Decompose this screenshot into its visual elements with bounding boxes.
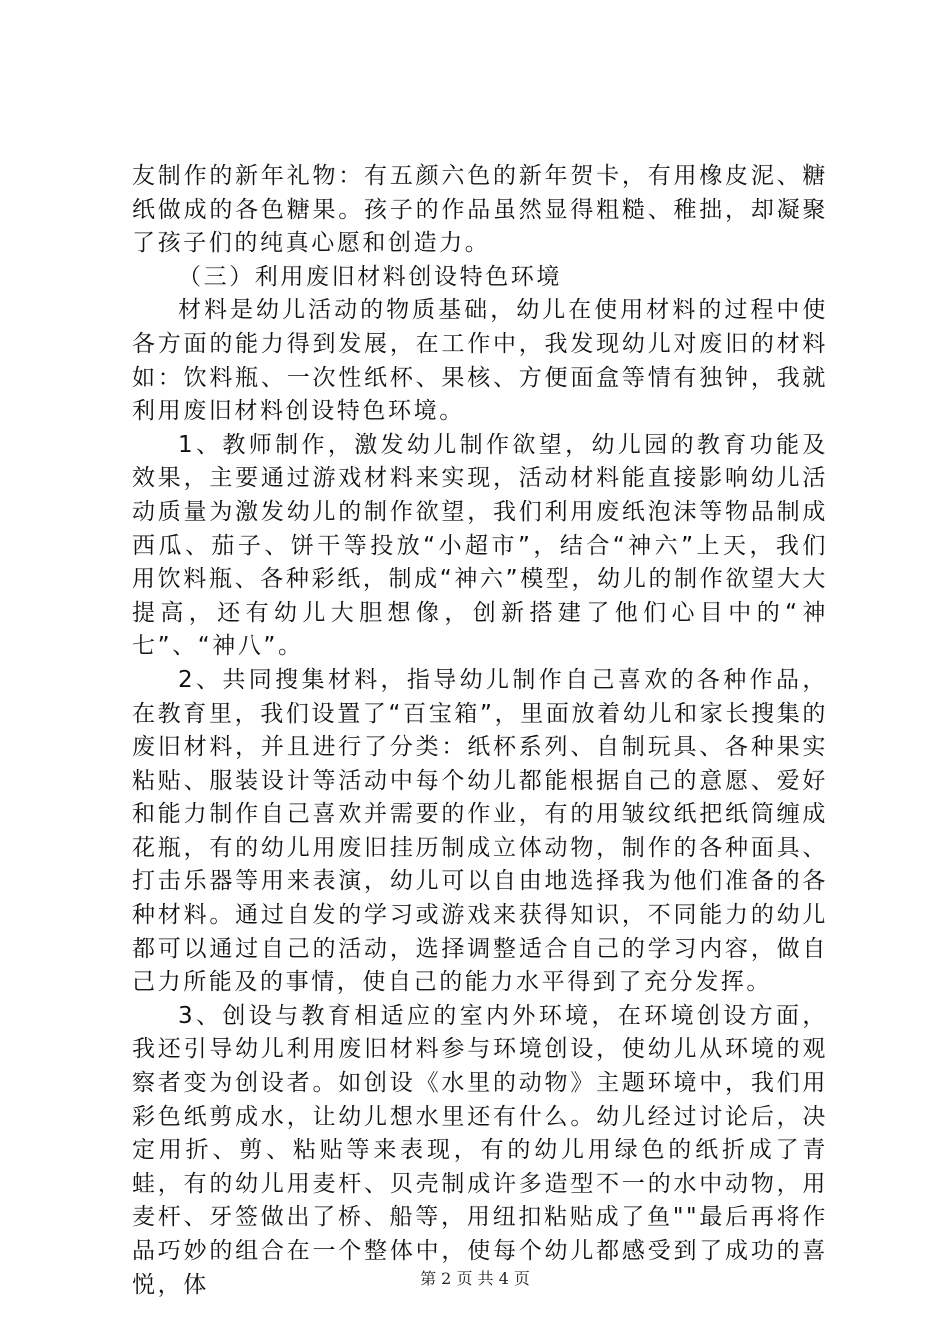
paragraph-item-3: 3、创设与教育相适应的室内外环境，在环境创设方面，我还引导幼儿利用废旧材料参与环境创设，使幼儿从环境的观察者变为创设者。如创设《水里的动物》主题环境中，我们用彩色纸剪成水，让幼儿想水里还有什么。幼儿经过讨论后，决定用折、剪、粘贴等来表现，有的幼儿用绿色的纸折成了青蛙，有的幼儿用麦杆、贝壳制成许多造型不一的水中动物，用麦杆、牙签做出了桥、船等，用纽扣粘贴成了鱼""最后再将作品巧妙的组合在一个整体中，使每个幼儿都感受到了成功的喜悦，体 xyxy=(132,1002,828,1298)
paragraph-item-2: 2、共同搜集材料，指导幼儿制作自己喜欢的各种作品，在教育里，我们设置了“百宝箱”，里面放着幼儿和家长搜集的废旧材料，并且进行了分类：纸杯系列、自制玩具、各种果实粘贴、服装设计等活动中每个幼儿都能根据自己的意愿、爱好和能力制作自己喜欢并需要的作业，有的用皱纹纸把纸筒缠成花瓶，有的幼儿用废旧挂历制成立体动物，制作的各种面具、打击乐器等用来表演，幼儿可以自由地选择我为他们准备的各种材料。通过自发的学习或游戏来获得知识，不同能力的幼儿都可以通过自己的活动，选择调整适合自己的学习内容，做自己力所能及的事情，使自己的能力水平得到了充分发挥。 xyxy=(132,666,828,996)
body-text xyxy=(132,160,828,1302)
page-footer: 第 2 页 共 4 页 xyxy=(420,1269,530,1288)
section-heading: （三）利用废旧材料创设特色环境 xyxy=(178,263,562,290)
paragraph-item-1: 1、教师制作，激发幼儿制作欲望，幼儿园的教育功能及效果，主要通过游戏材料来实现，活动材料能直接影响幼儿活动质量为激发幼儿的制作欲望，我们利用废纸泡沫等物品制成西瓜、茄子、饼干等投放“小超市”，结合“神六”上天，我们用饮料瓶、各种彩纸，制成“神六”模型，幼儿的制作欲望大大提高，还有幼儿大胆想像，创新搭建了他们心目中的“神七”、“神八”。 xyxy=(132,431,828,660)
paragraph-continued: 友制作的新年礼物：有五颜六色的新年贺卡，有用橡皮泥、糖纸做成的各色糖果。孩子的作品虽然显得粗糙、稚拙，却凝聚了孩子们的纯真心愿和创造力。 xyxy=(132,163,828,257)
paragraph-materials: 材料是幼儿活动的物质基础，幼儿在使用材料的过程中使各方面的能力得到发展，在工作中，我发现幼儿对废旧的材料如：饮料瓶、一次性纸杯、果核、方便面盒等情有独钟，我就利用废旧材料创设特色环境。 xyxy=(132,297,828,425)
